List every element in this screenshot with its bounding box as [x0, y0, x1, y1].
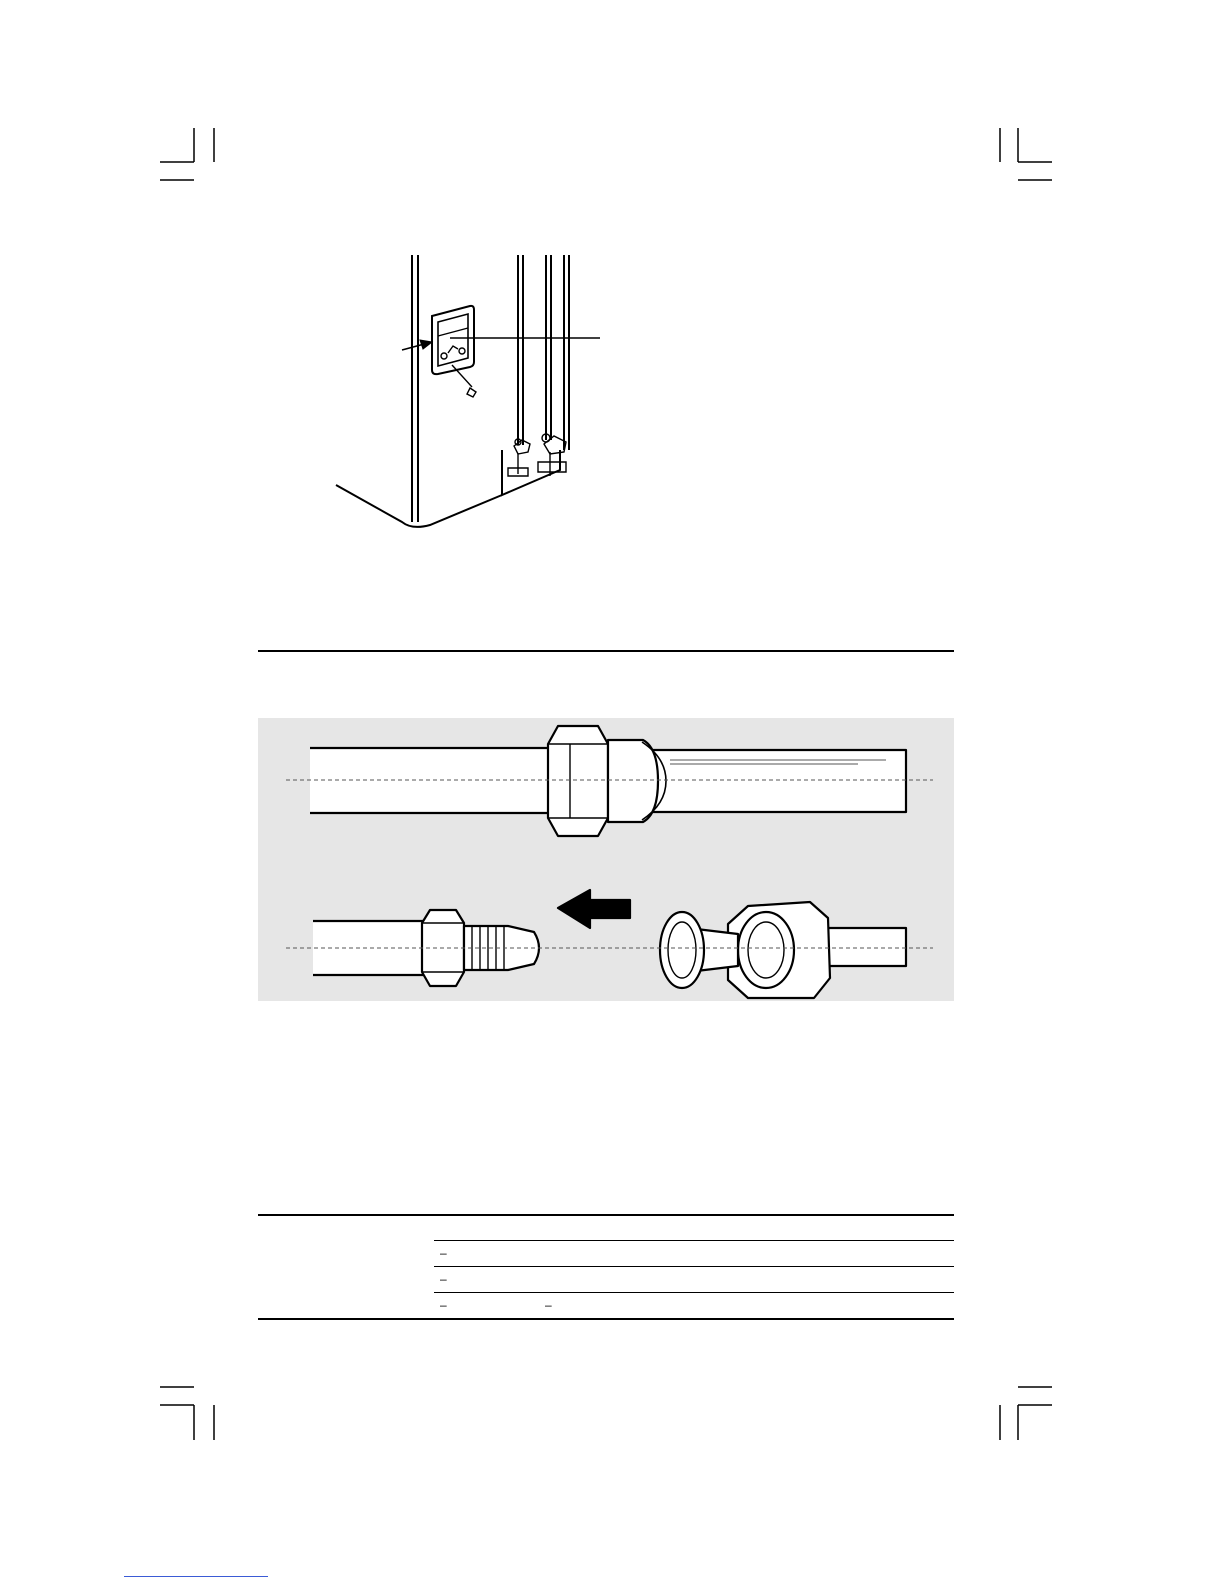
table-row-mark: –	[440, 1272, 447, 1286]
table-row-mark: –	[440, 1246, 447, 1260]
section-divider	[258, 650, 954, 652]
table-row-rule	[434, 1266, 954, 1267]
flare-nut-connection-illustration	[258, 718, 954, 1001]
bottom-link-underline[interactable]	[124, 1576, 268, 1577]
table-row-mark: –	[545, 1298, 552, 1312]
outdoor-unit-valve-cover-illustration	[320, 250, 620, 550]
table-row-rule	[434, 1292, 954, 1293]
table-row-mark: –	[440, 1298, 447, 1312]
table-bottom-rule	[258, 1318, 954, 1320]
table-top-rule	[258, 1214, 954, 1216]
table-row-rule	[434, 1240, 954, 1241]
